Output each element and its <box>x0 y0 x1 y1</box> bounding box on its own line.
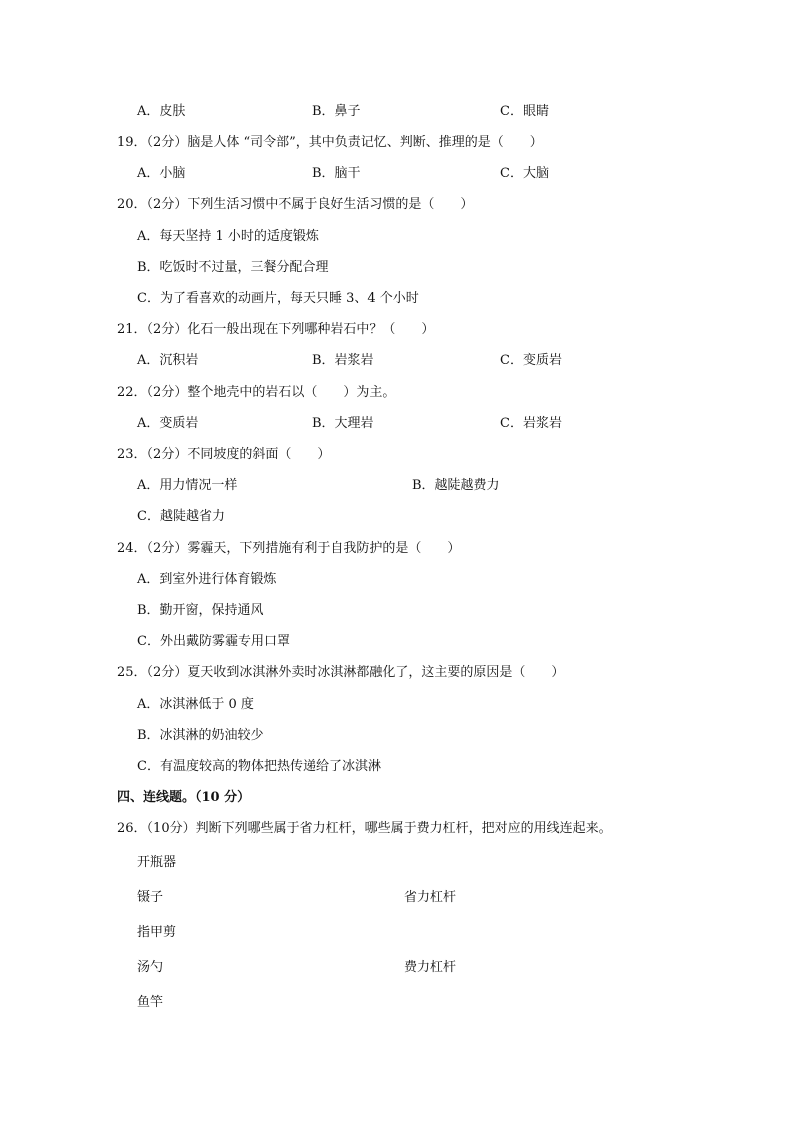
q24-stem: 24．（2分）雾霾天，下列措施有利于自我防护的是（ ） <box>117 541 461 556</box>
q24-option-c: C．外出戴防雾霾专用口罩 <box>137 634 290 649</box>
q25-option-a: A．冰淇淋低于 0 度 <box>137 697 254 712</box>
q22-option-b: B．大理岩 <box>312 416 374 431</box>
q25-stem: 25．（2分）夏天收到冰淇淋外卖时冰淇淋都融化了，这主要的原因是（ ） <box>117 665 565 680</box>
q18-option-c: C．眼睛 <box>500 104 549 119</box>
q21-stem: 21．（2分）化石一般出现在下列哪种岩石中？（ ） <box>117 322 435 337</box>
q26-left-item: 镊子 <box>137 890 164 905</box>
q18-option-b: B．鼻子 <box>312 104 361 119</box>
q19-stem: 19．（2分）脑是人体 “司令部”，其中负责记忆、判断、推理的是（ ） <box>117 135 543 150</box>
q26-right-item: 费力杠杆 <box>404 960 457 975</box>
q21-option-a: A．沉积岩 <box>137 353 199 368</box>
q26-right-item: 省力杠杆 <box>404 890 457 905</box>
q26-left-item: 指甲剪 <box>137 925 177 940</box>
q24-option-b: B．勤开窗，保持通风 <box>137 603 264 618</box>
q23-option-c: C．越陡越省力 <box>137 509 225 524</box>
q24-option-a: A．到室外进行体育锻炼 <box>137 572 277 587</box>
q20-option-b: B．吃饭时不过量，三餐分配合理 <box>137 260 329 275</box>
q20-option-a: A．每天坚持 1 小时的适度锻炼 <box>137 229 319 244</box>
q19-option-a: A．小脑 <box>137 166 186 181</box>
q21-option-b: B．岩浆岩 <box>312 353 374 368</box>
q25-option-c: C．有温度较高的物体把热传递给了冰淇淋 <box>137 759 381 774</box>
q18-option-a: A．皮肤 <box>137 104 186 119</box>
q22-stem: 22．（2分）整个地壳中的岩石以（ ）为主。 <box>117 385 396 400</box>
q26-left-item: 汤勺 <box>137 960 164 975</box>
q21-option-c: C．变质岩 <box>500 353 562 368</box>
q19-option-b: B．脑干 <box>312 166 361 181</box>
q20-option-c: C．为了看喜欢的动画片，每天只睡 3、4 个小时 <box>137 291 419 306</box>
q20-stem: 20．（2分）下列生活习惯中不属于良好生活习惯的是（ ） <box>117 197 474 212</box>
q23-option-a: A．用力情况一样 <box>137 478 238 493</box>
q22-option-c: C．岩浆岩 <box>500 416 562 431</box>
q23-stem: 23．（2分）不同坡度的斜面（ ） <box>117 447 331 462</box>
section-title: 四、连线题。（10 分） <box>117 790 251 805</box>
q19-option-c: C．大脑 <box>500 166 549 181</box>
q23-option-b: B．越陡越费力 <box>412 478 500 493</box>
q26-left-item: 鱼竿 <box>137 995 164 1010</box>
q22-option-a: A．变质岩 <box>137 416 199 431</box>
q26-left-item: 开瓶器 <box>137 855 177 870</box>
q26-stem: 26．（10分）判断下列哪些属于省力杠杆，哪些属于费力杠杆，把对应的用线连起来。 <box>117 821 612 836</box>
q25-option-b: B．冰淇淋的奶油较少 <box>137 728 264 743</box>
